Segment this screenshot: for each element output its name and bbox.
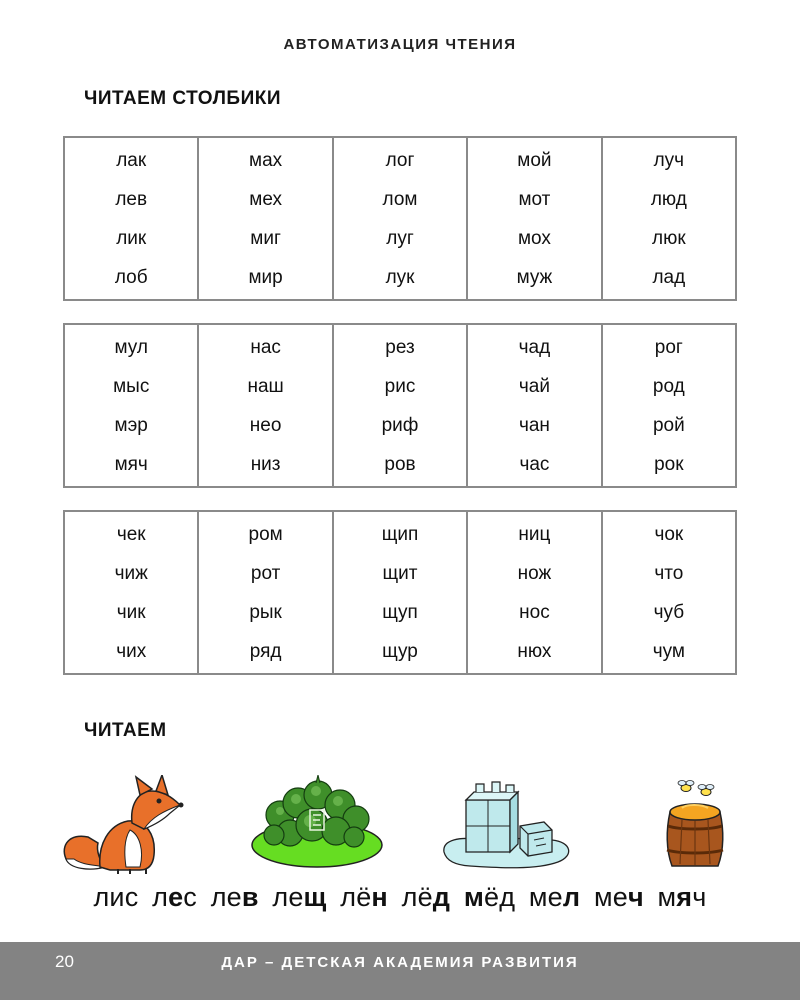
word-cell: чад xyxy=(518,337,551,359)
word-cell: ряд xyxy=(249,640,282,662)
word-part: л xyxy=(152,882,169,912)
word-cell: рис xyxy=(384,376,416,398)
word-cell: лук xyxy=(385,266,415,288)
highlighted-letter: я xyxy=(676,882,693,912)
word-cell: чум xyxy=(652,640,685,662)
word-cell: лог xyxy=(385,150,415,172)
reading-word xyxy=(529,882,580,912)
word-cell: мэр xyxy=(114,414,148,436)
word-part: лис xyxy=(93,882,139,912)
word-column xyxy=(603,512,735,673)
word-cell: лоб xyxy=(114,266,148,288)
word-cell: щип xyxy=(381,524,419,546)
word-cell: мяч xyxy=(114,453,148,475)
reading-word xyxy=(464,882,515,912)
word-part: ле xyxy=(210,882,242,912)
word-cell: риф xyxy=(381,414,419,436)
word-cell: наш xyxy=(247,376,284,398)
fox-icon xyxy=(60,775,185,875)
reading-word xyxy=(152,882,197,912)
highlighted-letter: ч xyxy=(627,882,644,912)
footer-title: ДАР – ДЕТСКАЯ АКАДЕМИЯ РАЗВИТИЯ xyxy=(221,954,579,971)
word-cell: ров xyxy=(384,453,416,475)
word-cell: час xyxy=(519,453,550,475)
reading-word xyxy=(211,882,259,912)
word-cell: чок xyxy=(654,524,684,546)
word-cell: чих xyxy=(116,640,147,662)
word-cell: нас xyxy=(250,337,281,359)
word-cell: чиж xyxy=(114,563,148,585)
word-column xyxy=(65,512,199,673)
reading-word xyxy=(402,882,451,912)
word-cell: мой xyxy=(517,150,552,172)
word-cell: чик xyxy=(116,601,146,623)
word-cell: нож xyxy=(517,563,552,585)
word-table-2 xyxy=(63,323,737,488)
highlighted-letter: е xyxy=(168,882,184,912)
honey-barrel-icon xyxy=(660,778,730,873)
footer-bar xyxy=(0,942,800,1000)
highlighted-letter: л xyxy=(562,882,581,912)
word-cell: рез xyxy=(385,337,415,359)
word-cell: мах xyxy=(249,150,283,172)
word-column xyxy=(468,325,602,486)
word-cell: мир xyxy=(248,266,283,288)
word-column xyxy=(603,325,735,486)
word-part: ме xyxy=(528,882,563,912)
word-column xyxy=(65,325,199,486)
word-column xyxy=(199,138,333,299)
word-cell: лик xyxy=(116,227,147,249)
word-column xyxy=(199,512,333,673)
word-cell: мех xyxy=(249,189,282,211)
word-cell: ром xyxy=(248,524,283,546)
word-part: ёд xyxy=(484,882,516,912)
word-cell: рог xyxy=(654,337,683,359)
word-cell: лад xyxy=(652,266,686,288)
page-header-title: АВТОМАТИЗАЦИЯ ЧТЕНИЯ xyxy=(283,36,517,53)
section-heading-columns: ЧИТАЕМ СТОЛБИКИ xyxy=(84,88,281,109)
word-cell: что xyxy=(654,563,684,585)
forest-icon xyxy=(250,775,385,870)
word-part: с xyxy=(183,882,197,912)
word-cell: нюх xyxy=(517,640,552,662)
section-heading-reading: ЧИТАЕМ xyxy=(84,720,167,741)
reading-word xyxy=(340,882,388,912)
word-part: ч xyxy=(692,882,707,912)
word-column xyxy=(468,512,602,673)
word-cell: миг xyxy=(250,227,281,249)
word-cell: люд xyxy=(650,189,687,211)
word-column xyxy=(468,138,602,299)
word-cell: мыс xyxy=(113,376,150,398)
word-column xyxy=(65,138,199,299)
word-cell: ниц xyxy=(518,524,551,546)
word-cell: чек xyxy=(116,524,146,546)
word-cell: рок xyxy=(654,453,684,475)
word-column xyxy=(334,512,468,673)
word-cell: чай xyxy=(518,376,550,398)
word-cell: лом xyxy=(382,189,418,211)
reading-words-line xyxy=(0,882,800,913)
reading-word xyxy=(594,882,644,912)
reading-word xyxy=(658,882,707,912)
word-table-3 xyxy=(63,510,737,675)
word-part: лё xyxy=(340,882,372,912)
word-cell: чуб xyxy=(653,601,685,623)
word-cell: щит xyxy=(382,563,418,585)
word-cell: низ xyxy=(250,453,281,475)
word-table-1 xyxy=(63,136,737,301)
page-number: 20 xyxy=(55,952,74,971)
word-cell: мул xyxy=(114,337,148,359)
word-column xyxy=(334,138,468,299)
word-cell: мох xyxy=(517,227,551,249)
word-cell: луч xyxy=(653,150,685,172)
highlighted-letter: д xyxy=(432,882,451,912)
word-cell: луг xyxy=(386,227,414,249)
word-cell: лак xyxy=(116,150,147,172)
word-cell: рот xyxy=(250,563,281,585)
word-cell: нео xyxy=(249,414,282,436)
reading-word xyxy=(93,882,138,912)
word-column xyxy=(199,325,333,486)
highlighted-letter: м xyxy=(463,882,485,912)
word-cell: рык xyxy=(249,601,282,623)
reading-word xyxy=(272,882,326,912)
highlighted-letter: щ xyxy=(303,882,327,912)
word-cell: чан xyxy=(518,414,550,436)
word-cell: щур xyxy=(382,640,418,662)
word-cell: щуп xyxy=(382,601,418,623)
word-cell: род xyxy=(652,376,685,398)
word-cell: мот xyxy=(518,189,551,211)
word-cell: люк xyxy=(652,227,686,249)
word-column xyxy=(334,325,468,486)
ice-icon xyxy=(440,778,575,870)
word-cell: лев xyxy=(115,189,148,211)
highlighted-letter: н xyxy=(371,882,388,912)
word-part: ме xyxy=(593,882,628,912)
word-part: ле xyxy=(272,882,304,912)
word-part: лё xyxy=(401,882,433,912)
word-part: м xyxy=(657,882,677,912)
word-cell: рой xyxy=(652,414,685,436)
word-cell: нос xyxy=(519,601,550,623)
highlighted-letter: в xyxy=(241,882,259,912)
word-cell: муж xyxy=(516,266,553,288)
word-column xyxy=(603,138,735,299)
